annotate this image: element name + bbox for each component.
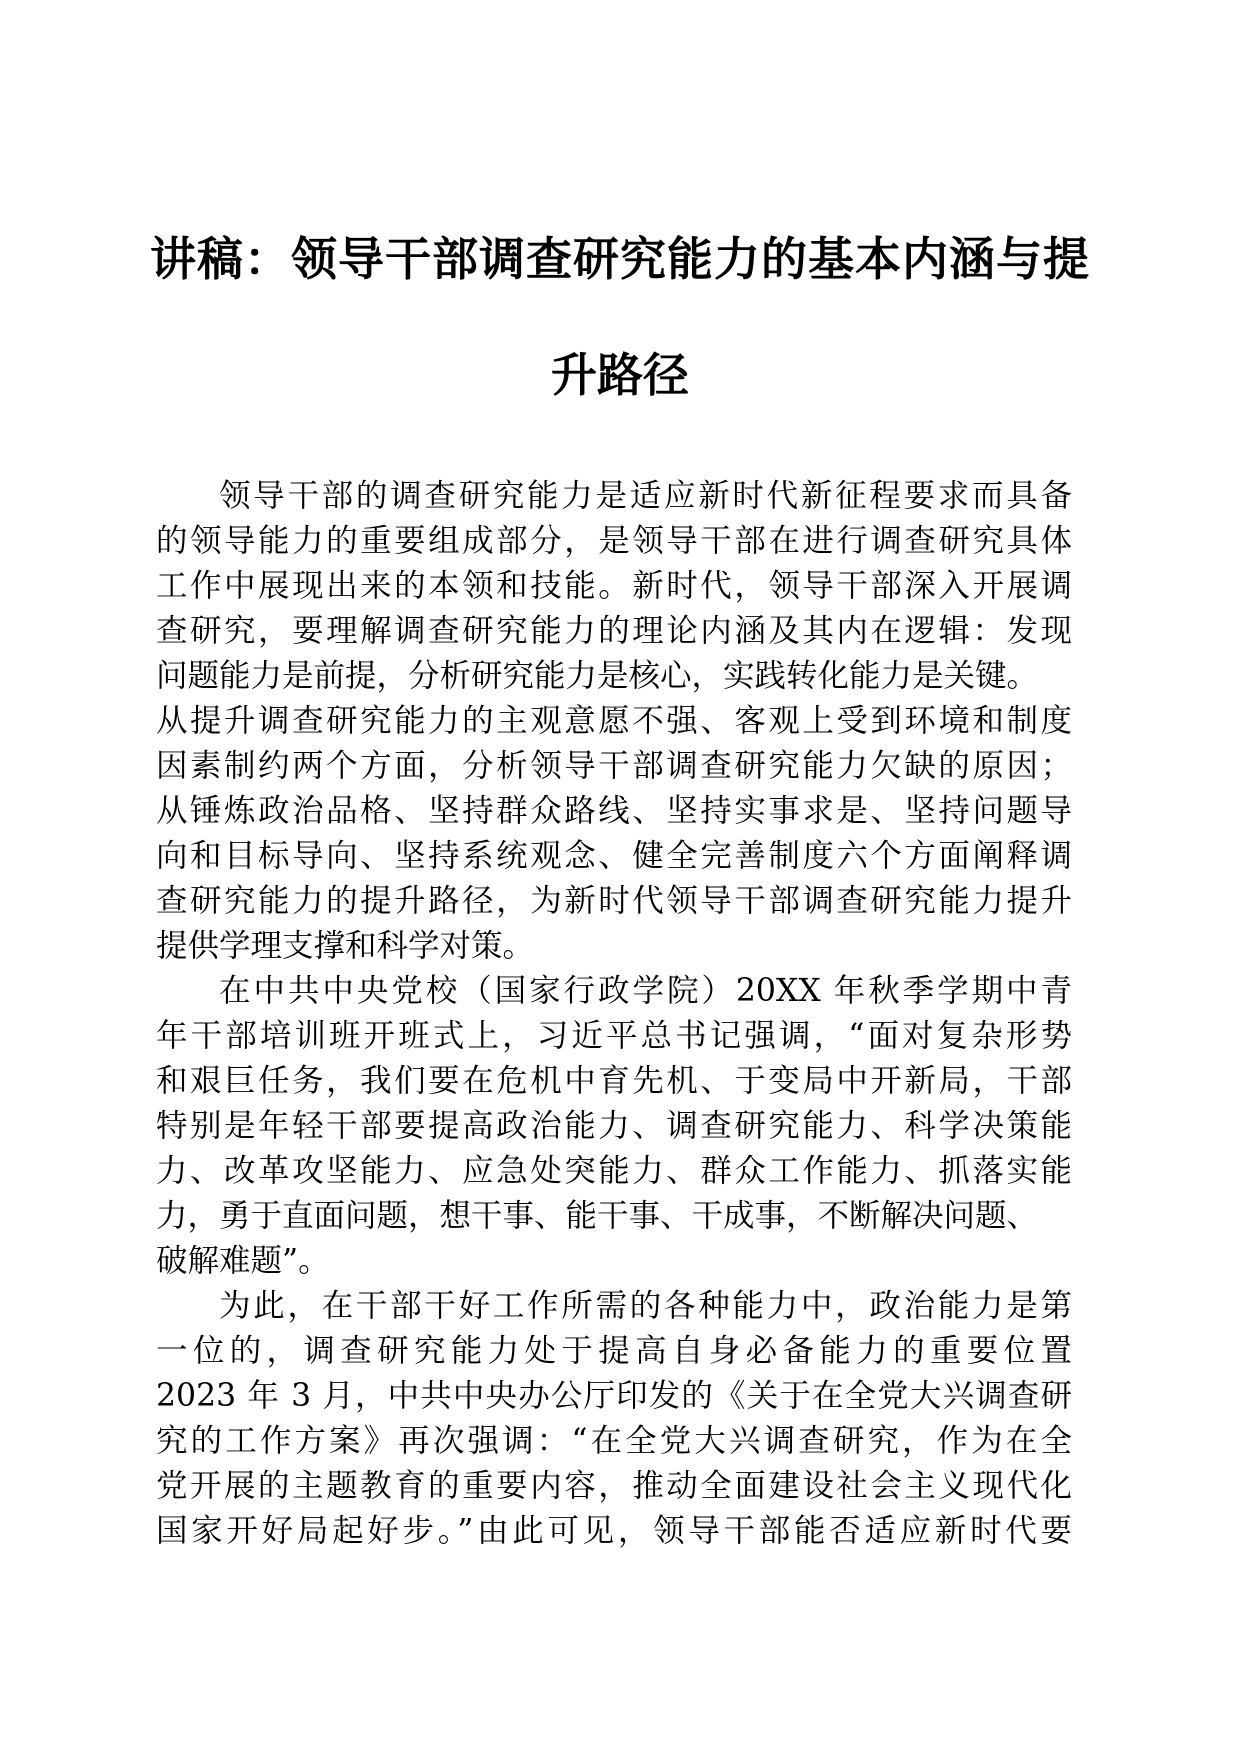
- document-title-line-1: 讲稿：领导干部调查研究能力的基本内涵与提: [150, 232, 1090, 286]
- text-line: 工作中展现出来的本领和技能。新时代，领导干部深入开展调: [156, 568, 1072, 604]
- text-line: 力，勇于直面问题，想干事、能干事、干成事，不断解决问题、: [156, 1198, 1039, 1234]
- paragraph-2: [156, 969, 1072, 1284]
- document-title-line-2: 升路径: [551, 348, 689, 402]
- text-line: 从锤炼政治品格、坚持群众路线、坚持实事求是、坚持问题导: [156, 793, 1072, 829]
- text-line: 从提升调查研究能力的主观意愿不强、客观上受到环境和制度: [156, 703, 1072, 739]
- text-line: 国家开好局起好步。”由此可见，领导干部能否适应新时代要: [156, 1513, 1072, 1549]
- text-line: 领导干部的调查研究能力是适应新时代新征程要求而具备: [219, 478, 1072, 514]
- text-line: 力、改革攻坚能力、应急处突能力、群众工作能力、抓落实能: [156, 1153, 1072, 1189]
- text-line: 特别是年轻干部要提高政治能力、调查研究能力、科学决策能: [156, 1108, 1072, 1144]
- text-line: 的领导能力的重要组成部分，是领导干部在进行调查研究具体: [156, 523, 1072, 559]
- text-line: 破解难题”。: [156, 1243, 330, 1279]
- paragraph-1: [156, 474, 1072, 969]
- text-line: 问题能力是前提，分析研究能力是核心，实践转化能力是关键。: [156, 658, 1039, 694]
- text-line: 为此，在干部干好工作所需的各种能力中，政治能力是第: [219, 1288, 1072, 1324]
- text-line: 向和目标导向、坚持系统观念、健全完善制度六个方面阐释调: [156, 838, 1072, 874]
- text-line: 查研究能力的提升路径，为新时代领导干部调查研究能力提升: [156, 883, 1072, 919]
- text-line: 年干部培训班开班式上，习近平总书记强调，“面对复杂形势: [156, 1018, 1072, 1054]
- paragraph-3: [156, 1284, 1072, 1554]
- text-line: 究的工作方案》再次强调：“在全党大兴调查研究，作为在全: [156, 1423, 1072, 1459]
- text-line: 党开展的主题教育的重要内容，推动全面建设社会主义现代化: [156, 1468, 1072, 1504]
- text-line: 因素制约两个方面，分析领导干部调查研究能力欠缺的原因；: [156, 748, 1072, 784]
- text-line: 提供学理支撑和科学对策。: [156, 928, 535, 964]
- text-line: 和艰巨任务，我们要在危机中育先机、于变局中开新局，干部: [156, 1063, 1072, 1099]
- text-line: 查研究，要理解调查研究能力的理论内涵及其内在逻辑：发现: [156, 613, 1072, 649]
- text-line: 一位的，调查研究能力处于提高自身必备能力的重要位置: [156, 1333, 1072, 1369]
- text-line: 在中共中央党校（国家行政学院）20XX 年秋季学期中青: [219, 973, 1072, 1009]
- text-line: 2023 年 3 月，中共中央办公厅印发的《关于在全党大兴调查研: [156, 1378, 1072, 1414]
- document-body: [156, 474, 1072, 1554]
